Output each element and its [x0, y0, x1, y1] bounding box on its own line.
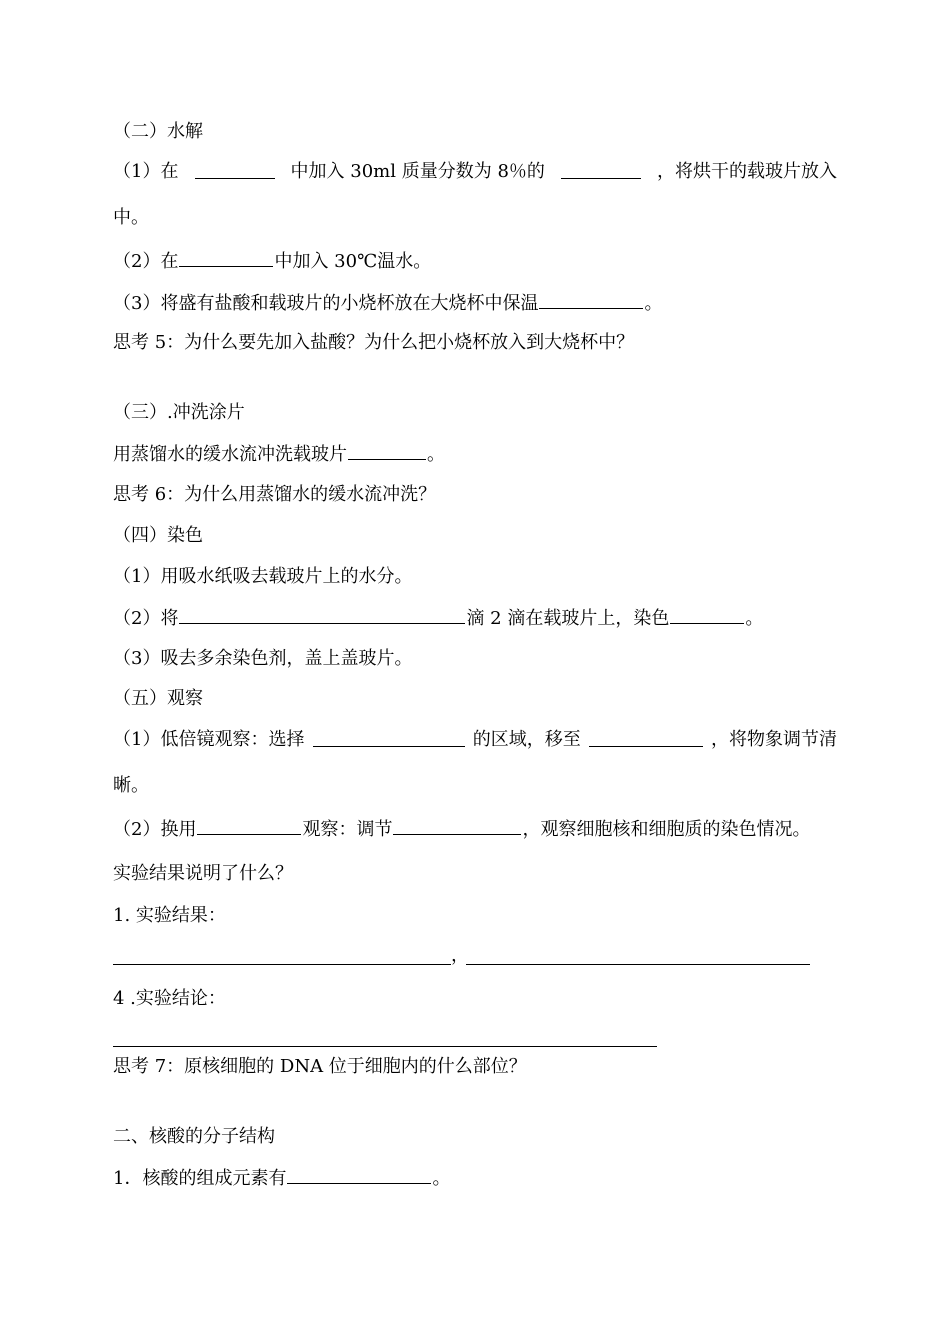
- step-text: ，将烘干的载玻片放入: [657, 161, 837, 182]
- fill-blank[interactable]: [348, 441, 426, 460]
- step-text: 1．核酸的组成元素有: [113, 1168, 287, 1189]
- think-question-5: 思考 5：为什么要先加入盐酸？为什么把小烧杯放入到大烧杯中？: [113, 332, 635, 353]
- fill-blank[interactable]: [561, 160, 641, 179]
- step-text: 滴 2 滴在载玻片上，染色: [466, 608, 670, 629]
- section-heading-hydrolysis: （二）水解: [113, 121, 203, 142]
- step-text: 。: [644, 293, 663, 314]
- step-text: （2）换用: [113, 819, 197, 840]
- fill-blank[interactable]: [313, 728, 465, 747]
- step-text: 用蒸馏水的缓水流冲洗载玻片: [113, 444, 347, 465]
- answer-line[interactable]: [113, 964, 451, 965]
- observe-step-1: [113, 728, 837, 752]
- observe-step-2: [113, 816, 810, 840]
- stain-step-3: （3）吸去多余染色剂，盖上盖玻片。: [113, 648, 413, 669]
- fill-blank[interactable]: [589, 728, 703, 747]
- hydrolysis-step-2: [113, 248, 431, 272]
- fill-blank[interactable]: [393, 816, 521, 835]
- step-text: （2）将: [113, 608, 179, 629]
- step-text: 。: [427, 444, 445, 465]
- experiment-result-label: 1. 实验结果：: [113, 905, 226, 926]
- fill-blank[interactable]: [539, 290, 643, 309]
- hydrolysis-step-3: [113, 290, 662, 314]
- fill-blank[interactable]: [195, 160, 275, 179]
- step-text: ，观察细胞核和细胞质的染色情况。: [522, 819, 811, 840]
- step-text: （2）在: [113, 251, 179, 272]
- stain-step-2: [113, 605, 763, 629]
- answer-line[interactable]: [466, 964, 810, 965]
- think-question-7: 思考 7：原核细胞的 DNA 位于细胞内的什么部位？: [113, 1056, 527, 1077]
- nucleic-acid-item-1: [113, 1165, 450, 1189]
- fill-blank[interactable]: [197, 816, 301, 835]
- section-heading-stain: （四）染色: [113, 525, 203, 546]
- step-text: 。: [432, 1168, 451, 1189]
- step-text: 的区域，移至: [472, 729, 581, 750]
- step-text: ，将物象调节清: [710, 729, 837, 750]
- think-question-6: 思考 6：为什么用蒸馏水的缓水流冲洗？: [113, 484, 437, 505]
- rinse-step: [113, 441, 445, 465]
- section-heading-nucleic-acid-structure: 二、核酸的分子结构: [113, 1126, 275, 1147]
- observe-step-1-continued: 晰。: [113, 775, 149, 796]
- section-heading-rinse: （三）.冲洗涂片: [113, 402, 245, 423]
- fill-blank[interactable]: [179, 248, 273, 267]
- fill-blank[interactable]: [287, 1165, 431, 1184]
- answer-line[interactable]: [113, 1046, 657, 1047]
- step-text: 。: [745, 608, 764, 629]
- experiment-conclusion-label: 4 .实验结论：: [113, 988, 226, 1009]
- step-text: （3）将盛有盐酸和载玻片的小烧杯放在大烧杯中保温: [113, 293, 539, 314]
- hydrolysis-step-1-continued: 中。: [113, 207, 149, 228]
- results-question: 实验结果说明了什么？: [113, 863, 293, 884]
- section-heading-observe: （五）观察: [113, 688, 203, 709]
- step-text: （1）低倍镜观察：选择: [113, 729, 305, 750]
- step-text: （1）在: [113, 161, 179, 182]
- step-text: 中加入 30℃温水。: [274, 251, 432, 272]
- stain-step-1: （1）用吸水纸吸去载玻片上的水分。: [113, 566, 413, 587]
- step-text: 中加入 30ml 质量分数为 8％的: [290, 161, 545, 182]
- fill-blank[interactable]: [179, 605, 465, 624]
- fill-blank[interactable]: [670, 605, 744, 624]
- hydrolysis-step-1: [113, 160, 837, 184]
- answer-comma: ，: [451, 945, 469, 966]
- step-text: 观察：调节: [302, 819, 393, 840]
